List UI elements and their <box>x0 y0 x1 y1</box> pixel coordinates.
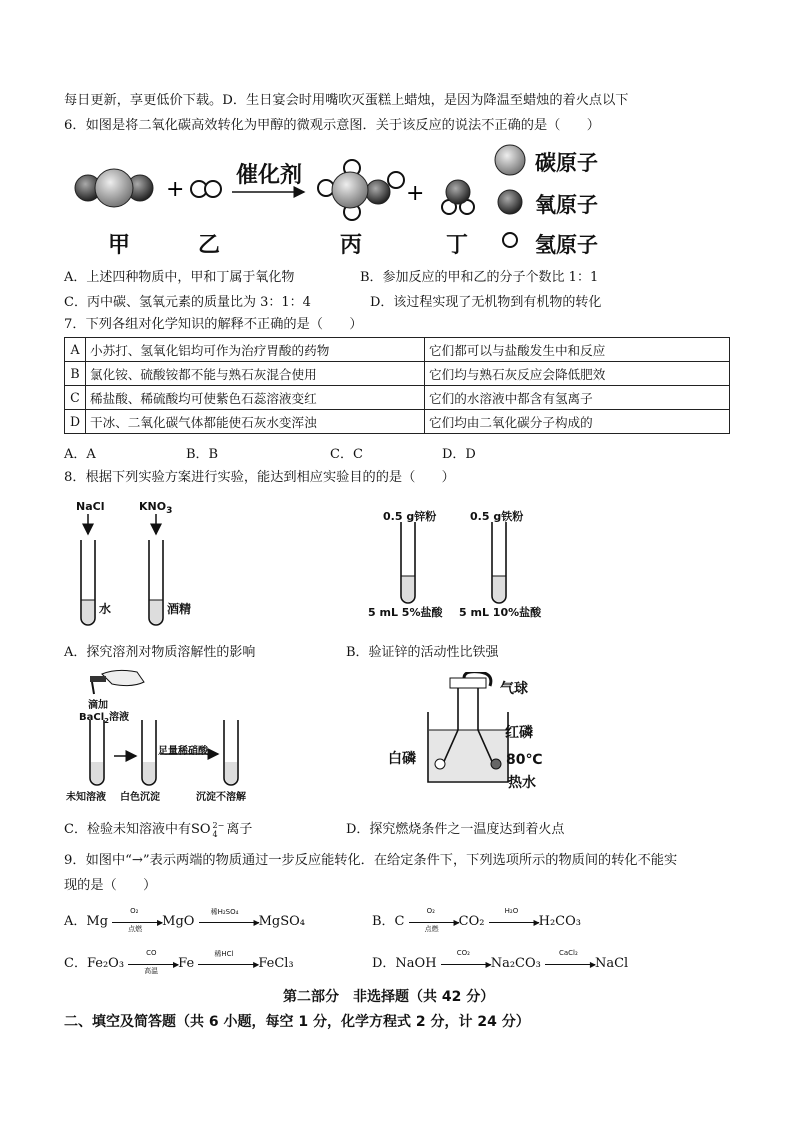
q8-option-a[interactable]: A．探究溶剂对物质溶解性的影响 <box>64 645 256 660</box>
figd-balloon: 气球 <box>500 681 528 697</box>
figb-metal2: 0.5 g铁粉 <box>470 510 524 523</box>
part2-title: 第二部分 非选择题（共 42 分） <box>283 989 495 1005</box>
row-key: A <box>65 338 86 362</box>
table-row <box>65 362 730 386</box>
q8-option-b[interactable]: B．验证锌的活动性比铁强 <box>346 645 499 660</box>
plus-sign-1: + <box>166 177 185 202</box>
figb-tubes-diagram <box>390 520 520 610</box>
q9-option-c[interactable]: C．Fe₂O₃ CO ▶ 高温 Fe 稀HCl ▶ FeCl₃ <box>64 948 294 975</box>
row-fact: 小苏打、氢氧化铝均可作为治疗胃酸的药物 <box>86 338 425 362</box>
row-fact: 氯化铵、硫酸铵都不能与熟石灰混合使用 <box>86 362 425 386</box>
dropper-hand-icon <box>82 668 152 698</box>
figa-tubes-diagram <box>70 512 180 632</box>
q7-stem: 7．下列各组对化学知识的解释不正确的是（ ） <box>64 317 363 332</box>
figb-acid2: 5 mL 10%盐酸 <box>459 606 542 619</box>
q9-stem-1: 9．如图中“→”表示两端的物质通过一步反应能转化．在给定条件下，下列选项所示的物质间的转化不能实 <box>64 853 678 868</box>
figd-white-p: 白磷 <box>388 751 416 767</box>
figa-solvent1: 水 <box>99 602 112 616</box>
figb-acid1: 5 mL 5%盐酸 <box>368 606 443 619</box>
carbon-atom-icon <box>495 145 525 175</box>
q8-stem: 8．根据下列实验方案进行实验，能达到相应实验目的的是（ ） <box>64 470 455 485</box>
q8-option-d[interactable]: D．探究燃烧条件之一温度达到着火点 <box>346 822 565 837</box>
row-reason: 它们均与熟石灰反应会降低肥效 <box>425 362 730 386</box>
figd-temp: 80℃ <box>506 752 543 768</box>
figc-s3: 沉淀不溶解 <box>196 792 246 803</box>
label-ding: 丁 <box>446 233 469 258</box>
legend-hydrogen: 氢原子 <box>535 233 598 257</box>
figa-solute2: $KNO_3$ <box>139 500 173 516</box>
q8-option-c: C．检验未知溶液中有SO 2− 4 离子 <box>64 820 253 839</box>
q7-answer-b[interactable]: B．B <box>186 447 219 462</box>
figc-s1: 未知溶液 <box>66 792 106 803</box>
hydrogen-atom-icon <box>503 233 517 247</box>
q7-table <box>64 337 730 434</box>
figd-water: 热水 <box>508 775 536 791</box>
figc-acid: 足量稀硝酸 <box>158 746 208 757</box>
table-row <box>65 386 730 410</box>
q7-answer-a[interactable]: A．A <box>64 447 96 462</box>
figc-s2: 白色沉淀 <box>120 792 160 803</box>
label-bing: 丙 <box>340 233 363 258</box>
q6-option-c[interactable]: C．丙中碳、氢氧元素的质量比为 3：1：4 <box>64 295 311 310</box>
legend-carbon: 碳原子 <box>535 151 598 175</box>
molecule-jia-icon <box>75 169 153 207</box>
row-key: C <box>65 386 86 410</box>
row-key: D <box>65 410 86 434</box>
legend-oxygen: 氧原子 <box>535 193 598 217</box>
part2-section: 二、填空及简答题（共 6 小题，每空 1 分，化学方程式 2 分，计 24 分） <box>64 1014 530 1030</box>
q9-option-a[interactable]: A．Mg O₂ ▶ 点燃 MgO 稀H₂SO₄ ▶ MgSO₄ <box>64 906 306 933</box>
figa-solvent2: 酒精 <box>167 602 192 616</box>
row-key: B <box>65 362 86 386</box>
figc-tubes-diagram <box>80 716 250 788</box>
top-line: 每日更新，享更低价下载。D．生日宴会时用嘴吹灭蛋糕上蜡烛，是因为降温至蜡烛的着火点以下 <box>64 93 629 108</box>
row-reason: 它们的水溶液中都含有氢离子 <box>425 386 730 410</box>
row-reason: 它们均由二氧化碳分子构成的 <box>425 410 730 434</box>
figa-solute1: NaCl <box>76 500 105 513</box>
table-row <box>65 338 730 362</box>
oxygen-atom-icon <box>498 190 522 214</box>
label-jia: 甲 <box>108 233 131 258</box>
catalyst-label: 催化剂 <box>236 163 303 188</box>
table-row <box>65 410 730 434</box>
molecule-bing-icon <box>318 160 404 220</box>
molecule-yi-icon <box>191 181 221 197</box>
row-reason: 它们都可以与盐酸发生中和反应 <box>425 338 730 362</box>
row-fact: 稀盐酸、稀硫酸均可使紫色石蕊溶液变红 <box>86 386 425 410</box>
figb-metal1: 0.5 g锌粉 <box>383 510 437 523</box>
figc-reagent: BaCl$_2$溶液 <box>79 712 130 725</box>
q9-option-d[interactable]: D．NaOH CO₂ ▶ Na₂CO₃ CaCl₂ ▶ NaCl <box>372 948 629 971</box>
molecule-ding-icon <box>442 180 474 214</box>
plus-sign-2: + <box>406 181 425 206</box>
q6-option-d[interactable]: D．该过程实现了无机物到有机物的转化 <box>370 295 602 310</box>
q9-option-b[interactable]: B．C O₂ ▶ 点燃 CO₂ H₂O ▶ H₂CO₃ <box>372 906 581 933</box>
label-yi: 乙 <box>198 233 221 258</box>
row-fact: 干冰、二氧化碳气体都能使石灰水变浑浊 <box>86 410 425 434</box>
q6-stem: 6．如图是将二氧化碳高效转化为甲醇的微观示意图．关于该反应的说法不正确的是（ ） <box>64 118 600 133</box>
q6-option-b[interactable]: B．参加反应的甲和乙的分子个数比 1：1 <box>360 270 599 285</box>
figc-drop: 滴加 <box>88 700 108 711</box>
q6-option-a[interactable]: A．上述四种物质中，甲和丁属于氧化物 <box>64 270 295 285</box>
q9-stem-2: 现的是（ ） <box>64 878 157 893</box>
figd-red-p: 红磷 <box>505 725 533 741</box>
q7-answer-c[interactable]: C．C <box>330 447 363 462</box>
q7-answer-d[interactable]: D．D <box>442 447 476 462</box>
